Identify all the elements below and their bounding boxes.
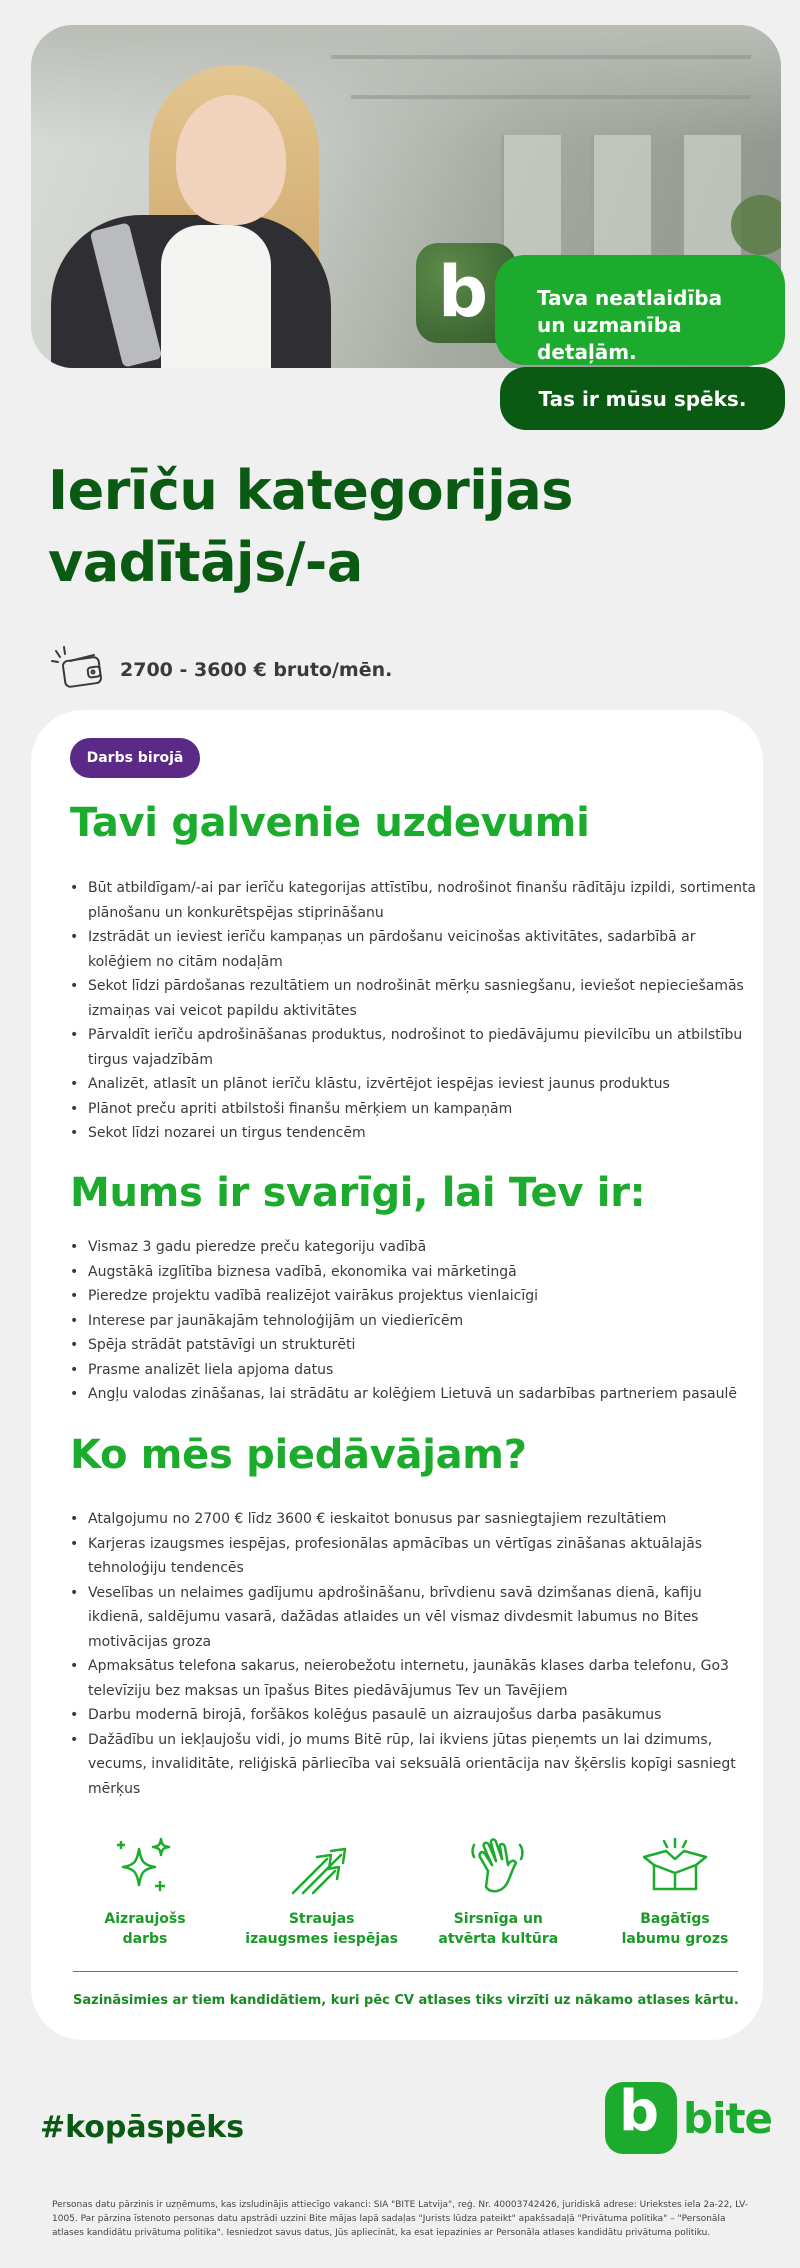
privacy-footer: Personas datu pārzinis ir uzņēmums, kas izsludinājis attiecīgo vakanci: SIA "BITE Latvija", reģ. Nr. 40003742426, juridiskā adrese: Uriekstes iela 2a-22, LV-1005. Par pārzina īstenoto personas datu apstrādi uzzini Bite mājas lapā sadaļas "Jurists lūdza pateikt" apakšsadaļā "Privātuma politika" – "Personāla atlases kandidātu privātuma politika". Iesniedzot savus datus, Jūs apliecināt, ka esat iepazinies ar Personāla atlases kandidātu privātuma politiku. — [52, 2200, 749, 2238]
bite-logo-word: bite — [683, 2093, 773, 2143]
perk-label: izaugsmes iespējas — [245, 1931, 399, 1947]
list-item: • Interese par jaunākajām tehnoloģijām un viedierīcēm — [70, 1309, 760, 1334]
ceiling-beam — [331, 55, 751, 59]
list-item: • Sekot līdzi pārdošanas rezultātiem un nodrošināt mērķu sasniegšanu, ieviešot nepieciešamās izmaiņas vai veicot papildu aktivitātes — [70, 974, 760, 1023]
hashtag: #kopāspēks — [40, 2110, 245, 2145]
list-item: • Pieredze projektu vadībā realizējot vairākus projektus vienlaicīgi — [70, 1284, 760, 1309]
list-item: • Veselības un nelaimes gadījumu apdrošināšanu, brīvdienu savā dzimšanas dienā, kafiju ikdienā, saldējumu vasarā, dažādas atlaides un vēl vismaz divdesmit labumus no Bites motivācijas groza — [70, 1581, 760, 1655]
salary-row — [50, 645, 392, 695]
list-item: • Sekot līdzi nozarei un tirgus tendencēm — [70, 1121, 760, 1146]
list-item: • Apmaksātus telefona sakarus, neierobežotu internetu, jaunākās klases darba telefonu, Go3 televīziju bez maksas un īpašus Bites piedāvājumus Tev un Tavējiem — [70, 1654, 760, 1703]
perk-label: Sirsnīga un — [453, 1911, 543, 1927]
perk-item — [60, 1835, 230, 1949]
hero-bubble-secondary: Tas ir mūsu spēks. — [500, 367, 785, 430]
list-item: • Spēja strādāt patstāvīgi un strukturēti — [70, 1333, 760, 1358]
hero-bubble-primary: Tava neatlaidība un uzmanība detaļām. — [495, 255, 785, 365]
tasks-list — [70, 876, 760, 1146]
wallet-icon — [50, 645, 106, 695]
list-item: • Darbu modernā birojā, foršākos kolēģus pasaulē un aizraujošus darba pasākumus — [70, 1703, 760, 1728]
office-ceiling — [31, 25, 781, 145]
sparkles-icon — [113, 1835, 177, 1899]
bite-wall-sign: b — [416, 243, 516, 343]
section-heading-offer: Ko mēs piedāvājam? — [70, 1432, 527, 1478]
waving-hand-icon — [466, 1835, 530, 1899]
requirements-list — [70, 1235, 760, 1407]
list-item: • Atalgojumu no 2700 € līdz 3600 € ieskaitot bonusus par sasniegtajiem rezultātiem — [70, 1507, 760, 1532]
section-heading-tasks: Tavi galvenie uzdevumi — [70, 800, 590, 846]
list-item: • Pārvaldīt ierīču apdrošināšanas produktus, nodrošinot to piedāvājumu pievilcību un atbilstību tirgus vajadzībām — [70, 1023, 760, 1072]
perk-label: darbs — [122, 1931, 168, 1947]
perk-label: Aizraujošs — [104, 1911, 186, 1927]
contact-note: Sazināsimies ar tiem kandidātiem, kuri pēc CV atlases tiks virzīti uz nākamo atlases kārtu. — [73, 1993, 739, 2008]
list-item: • Dažādību un iekļaujošu vidi, jo mums Bitē rūp, lai ikviens jūtas pieņemts un lai dzimums, vecums, invaliditāte, reliģiskā pārliecība vai seksuālā orientācija nav šķērslis kopīgi sasniegt mērķus — [70, 1728, 760, 1802]
perk-item — [413, 1835, 583, 1949]
list-item: • Augstākā izglītība biznesa vadībā, ekonomika vai mārketingā — [70, 1260, 760, 1285]
perk-label: Bagātīgs — [640, 1911, 710, 1927]
perks-row — [60, 1835, 760, 1949]
work-type-badge: Darbs birojā — [70, 738, 200, 778]
list-item: • Būt atbildīgam/-ai par ierīču kategorijas attīstību, nodrošinot finanšu rādītāju izpildi, sortimenta plānošanu un konkurētspējas stiprināšanu — [70, 876, 760, 925]
list-item: • Angļu valodas zināšanas, lai strādātu ar kolēģiem Lietuvā un sadarbības partneriem pasaulē — [70, 1382, 760, 1407]
perk-item — [237, 1835, 407, 1949]
person-face — [176, 95, 286, 225]
perk-item — [590, 1835, 760, 1949]
ceiling-beam — [351, 95, 751, 99]
divider — [73, 1971, 738, 1972]
list-item: • Analizēt, atlasīt un plānot ierīču klāstu, izvērtējot iespējas ieviest jaunus produktus — [70, 1072, 760, 1097]
list-item: • Plānot preču apriti atbilstoši finanšu mērķiem un kampaņām — [70, 1097, 760, 1122]
bite-logo — [605, 2079, 773, 2154]
salary-text: 2700 - 3600 € bruto/mēn. — [120, 659, 393, 681]
person-shirt — [161, 225, 271, 368]
job-title: Ierīču kategorijas vadītājs/-a — [48, 459, 573, 594]
gift-box-icon — [640, 1835, 710, 1899]
growth-arrows-icon — [287, 1835, 357, 1899]
section-heading-requirements: Mums ir svarīgi, lai Tev ir: — [70, 1170, 646, 1216]
list-item: • Karjeras izaugsmes iespējas, profesionālas apmācības un vērtīgas zināšanas aktuālajās tehnoloģiju tendencēs — [70, 1532, 760, 1581]
offer-list — [70, 1507, 760, 1801]
perk-label: Straujas — [288, 1911, 355, 1927]
perk-label: labumu grozs — [621, 1931, 729, 1947]
list-item: • Prasme analizēt liela apjoma datus — [70, 1358, 760, 1383]
bite-logo-mark: b — [605, 2082, 677, 2154]
perk-label: atvērta kultūra — [438, 1931, 559, 1947]
list-item: • Vismaz 3 gadu pieredze preču kategoriju vadībā — [70, 1235, 760, 1260]
list-item: • Izstrādāt un ieviest ierīču kampaņas un pārdošanu veicinošas aktivitātes, sadarbībā ar kolēģiem no citām nodaļām — [70, 925, 760, 974]
